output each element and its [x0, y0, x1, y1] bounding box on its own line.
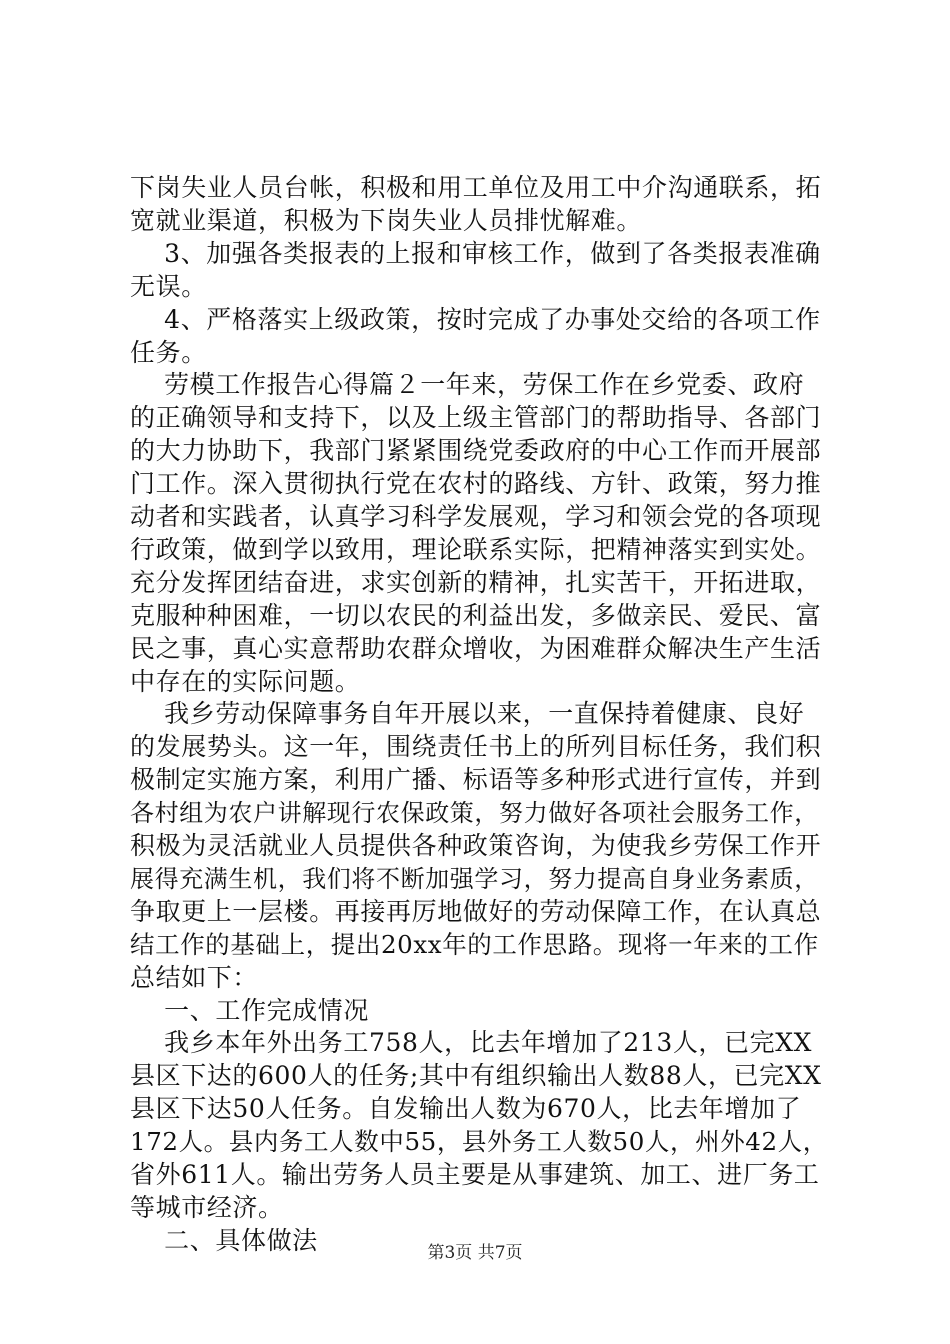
text-line: 民之事，真心实意帮助农群众增收，为困难群众解决生产生活 [130, 633, 822, 663]
text-line: 各村组为农户讲解现行农保政策，努力做好各项社会服务工作， [130, 799, 819, 828]
text-line: 二、具体做法 [130, 1225, 318, 1255]
text-line: 任务。 [130, 337, 207, 367]
text-line: 的大力协助下，我部门紧紧围绕党委政府的中心工作而开展部 [130, 436, 822, 466]
text-line: 劳模工作报告心得篇２一年来，劳保工作在乡党委、政府 [130, 370, 805, 400]
text-line: 的发展势头。这一年，围绕责任书上的所列目标任务，我们积 [130, 732, 822, 762]
text-line: 结工作的基础上，提出20xx年的工作思路。现将一年来的工作 [130, 929, 819, 959]
text-line: 4、严格落实上级政策，按时完成了办事处交给的各项工作 [130, 304, 821, 334]
text-line: 克服种种困难，一切以农民的利益出发，多做亲民、爱民、富 [130, 600, 822, 630]
text-line: 行政策，做到学以致用，理论联系实际，把精神落实到实处。 [130, 534, 822, 564]
text-line: 172人。县内务工人数中55，县外务工人数50人，州外42人， [130, 1127, 828, 1157]
text-line: 我乡劳动保障事务自年开展以来，一直保持着健康、良好 [130, 699, 805, 729]
text-line: 展得充满生机，我们将不断加强学习，努力提高自身业务素质， [130, 864, 819, 893]
text-line: 总结如下： [130, 962, 259, 992]
text-line: 动者和实践者，认真学习科学发展观，学习和领会党的各项现 [130, 502, 822, 531]
text-line: 无误。 [130, 271, 207, 301]
text-line: 县区下达的600人的任务;其中有组织输出人数88人，已完XX [130, 1061, 822, 1091]
text-line: 积极为灵活就业人员提供各种政策咨询，为使我乡劳保工作开 [130, 831, 822, 860]
text-line: 中存在的实际问题。 [130, 666, 361, 696]
page-footer: 第3页 共7页 [427, 1243, 523, 1263]
text-line: 争取更上一层楼。再接再厉地做好的劳动保障工作，在认真总 [130, 896, 822, 926]
text-line: 下岗失业人员台帐，积极和用工单位及用工中介沟通联系，拓 [130, 173, 822, 202]
text-line: 一、工作完成情况 [130, 995, 369, 1025]
text-line: 极制定实施方案，利用广播、标语等多种形式进行宣传，并到 [130, 765, 822, 795]
text-line: 充分发挥团结奋进，求实创新的精神，扎实苦干，开拓进取， [130, 567, 822, 597]
text-line: 我乡本年外出务工758人，比去年增加了213人，已完XX [130, 1028, 813, 1058]
text-line: 的正确领导和支持下，以及上级主管部门的帮助指导、各部门 [130, 403, 822, 433]
text-line: 等城市经济。 [130, 1192, 284, 1222]
text-line: 3、加强各类报表的上报和审核工作，做到了各类报表准确 [130, 238, 821, 268]
text-line: 省外611人。输出劳务人员主要是从事建筑、加工、进厂务工 [130, 1160, 820, 1189]
text-line: 门工作。深入贯彻执行党在农村的路线、方针、政策，努力推 [130, 469, 822, 499]
text-line: 县区下达50人任务。自发输出人数为670人，比去年增加了 [130, 1094, 802, 1124]
text-line: 宽就业渠道，积极为下岗失业人员排忧解难。 [130, 205, 643, 235]
